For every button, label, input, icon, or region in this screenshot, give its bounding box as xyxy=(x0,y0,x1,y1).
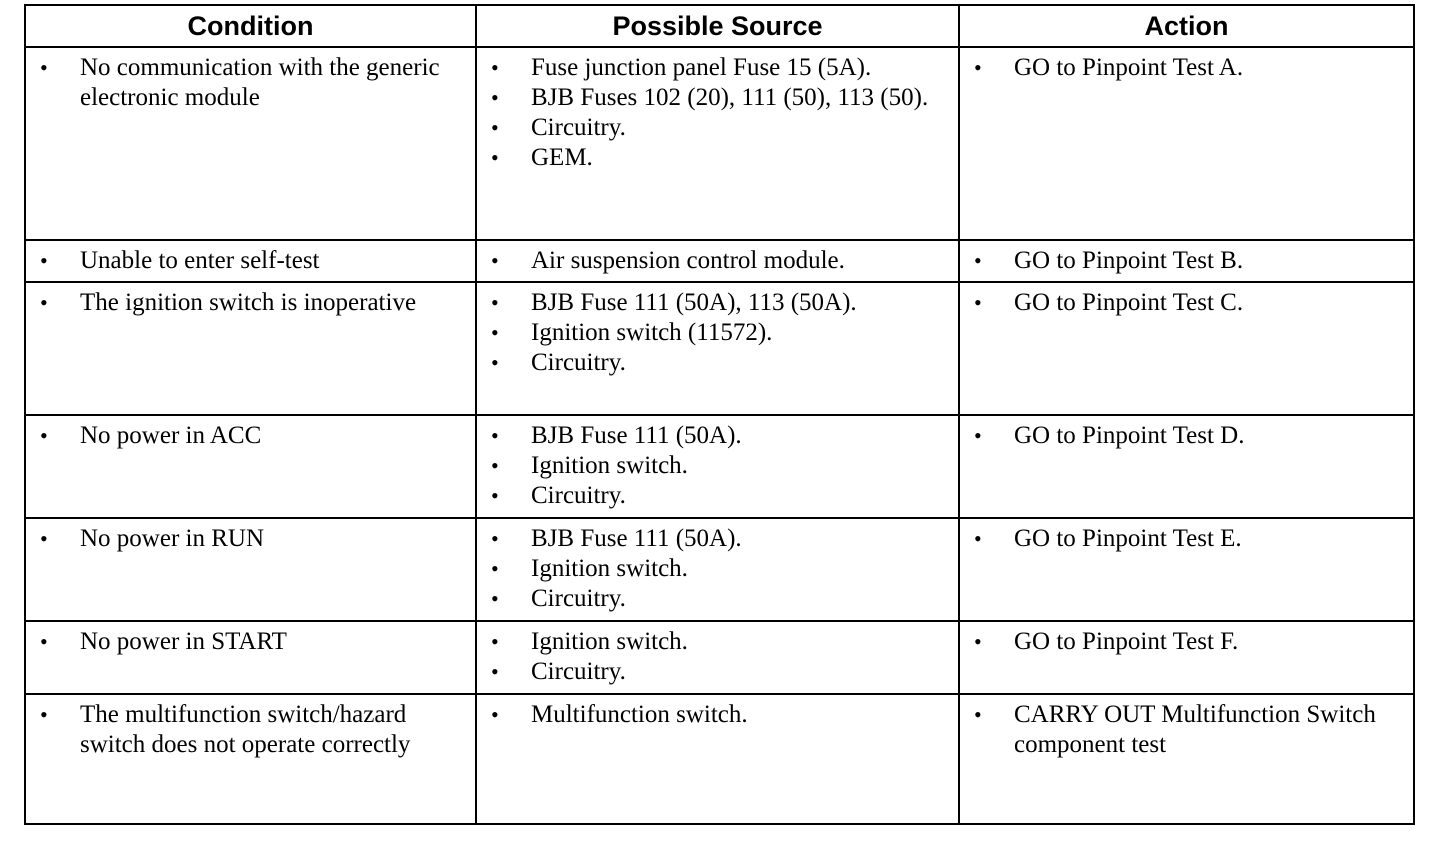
bullet-icon: • xyxy=(974,526,982,551)
bullet-icon: • xyxy=(491,290,499,315)
action-cell xyxy=(959,415,1414,518)
bullet-icon: • xyxy=(40,290,48,315)
source-item: • Ignition switch. xyxy=(491,628,688,655)
source-item: • GEM. xyxy=(491,144,593,171)
symptom-chart-table xyxy=(24,4,1415,825)
source-item: • Air suspension control module. xyxy=(491,247,845,274)
source-item: • Circuitry. xyxy=(491,585,626,612)
bullet-icon: • xyxy=(491,659,499,684)
bullet-icon: • xyxy=(491,350,499,375)
bullet-icon: • xyxy=(491,702,499,727)
table-row xyxy=(25,694,1414,824)
action-cell xyxy=(959,694,1414,824)
bullet-icon: • xyxy=(974,248,982,273)
bullet-icon: • xyxy=(491,483,499,508)
table-row xyxy=(25,282,1414,415)
bullet-icon: • xyxy=(491,423,499,448)
condition-cell xyxy=(25,415,476,518)
table-row xyxy=(25,47,1414,240)
condition-cell xyxy=(25,240,476,282)
condition-item: • Unable to enter self-test xyxy=(40,247,320,274)
bullet-icon: • xyxy=(974,702,982,727)
bullet-icon: • xyxy=(974,629,982,654)
condition-item: • No power in START xyxy=(40,628,287,655)
bullet-icon: • xyxy=(40,526,48,551)
source-cell xyxy=(476,621,959,694)
bullet-icon: • xyxy=(40,423,48,448)
header-condition: Condition xyxy=(25,5,476,47)
bullet-icon: • xyxy=(974,423,982,448)
source-item: • Circuitry. xyxy=(491,658,626,685)
bullet-icon: • xyxy=(974,290,982,315)
condition-item: • The multifunction switch/hazard switch does not operate correctly xyxy=(40,701,411,758)
bullet-icon: • xyxy=(491,629,499,654)
bullet-icon: • xyxy=(40,248,48,273)
source-item: • BJB Fuse 111 (50A). xyxy=(491,422,742,449)
bullet-icon: • xyxy=(491,320,499,345)
source-cell xyxy=(476,240,959,282)
bullet-icon: • xyxy=(40,55,48,80)
condition-item: • No power in RUN xyxy=(40,525,265,552)
action-item: • GO to Pinpoint Test B. xyxy=(974,247,1244,274)
bullet-icon: • xyxy=(491,85,499,110)
source-cell xyxy=(476,694,959,824)
source-item: • BJB Fuse 111 (50A). xyxy=(491,525,742,552)
header-possible-source: Possible Source xyxy=(476,5,959,47)
source-item: • Circuitry. xyxy=(491,349,626,376)
source-cell xyxy=(476,415,959,518)
action-cell xyxy=(959,282,1414,415)
action-cell xyxy=(959,240,1414,282)
table-row xyxy=(25,240,1414,282)
source-cell xyxy=(476,518,959,621)
table-row xyxy=(25,518,1414,621)
bullet-icon: • xyxy=(491,453,499,478)
condition-item: • No communication with the generic electronic module xyxy=(40,54,440,111)
condition-cell xyxy=(25,47,476,240)
condition-cell xyxy=(25,518,476,621)
action-cell xyxy=(959,621,1414,694)
condition-item: • No power in ACC xyxy=(40,422,262,449)
action-item: • GO to Pinpoint Test C. xyxy=(974,289,1244,316)
table-row xyxy=(25,621,1414,694)
table-row xyxy=(25,415,1414,518)
condition-item: • The ignition switch is inoperative xyxy=(40,289,417,316)
source-item: • BJB Fuse 111 (50A), 113 (50A). xyxy=(491,289,857,316)
action-item: • GO to Pinpoint Test E. xyxy=(974,525,1242,552)
action-cell xyxy=(959,518,1414,621)
action-cell xyxy=(959,47,1414,240)
bullet-icon: • xyxy=(974,55,982,80)
bullet-icon: • xyxy=(491,145,499,170)
source-item: • BJB Fuses 102 (20), 111 (50), 113 (50). xyxy=(491,84,929,111)
bullet-icon: • xyxy=(491,248,499,273)
bullet-icon: • xyxy=(40,629,48,654)
condition-cell xyxy=(25,282,476,415)
bullet-icon: • xyxy=(491,556,499,581)
bullet-icon: • xyxy=(40,702,48,727)
condition-cell xyxy=(25,694,476,824)
bullet-icon: • xyxy=(491,526,499,551)
bullet-icon: • xyxy=(491,586,499,611)
header-row xyxy=(25,5,1414,47)
header-action: Action xyxy=(959,5,1414,47)
condition-cell xyxy=(25,621,476,694)
source-item: • Ignition switch. xyxy=(491,555,688,582)
bullet-icon: • xyxy=(491,115,499,140)
action-item: • GO to Pinpoint Test A. xyxy=(974,54,1244,81)
source-item: • Ignition switch. xyxy=(491,452,688,479)
source-cell xyxy=(476,282,959,415)
bullet-icon: • xyxy=(491,55,499,80)
source-item: • Fuse junction panel Fuse 15 (5A). xyxy=(491,54,872,81)
source-item: • Ignition switch (11572). xyxy=(491,319,773,346)
action-item: • CARRY OUT Multifunction Switch component test xyxy=(974,701,1376,758)
source-item: • Circuitry. xyxy=(491,482,626,509)
action-item: • GO to Pinpoint Test D. xyxy=(974,422,1245,449)
source-item: • Multifunction switch. xyxy=(491,701,748,728)
source-item: • Circuitry. xyxy=(491,114,626,141)
source-cell xyxy=(476,47,959,240)
action-item: • GO to Pinpoint Test F. xyxy=(974,628,1239,655)
